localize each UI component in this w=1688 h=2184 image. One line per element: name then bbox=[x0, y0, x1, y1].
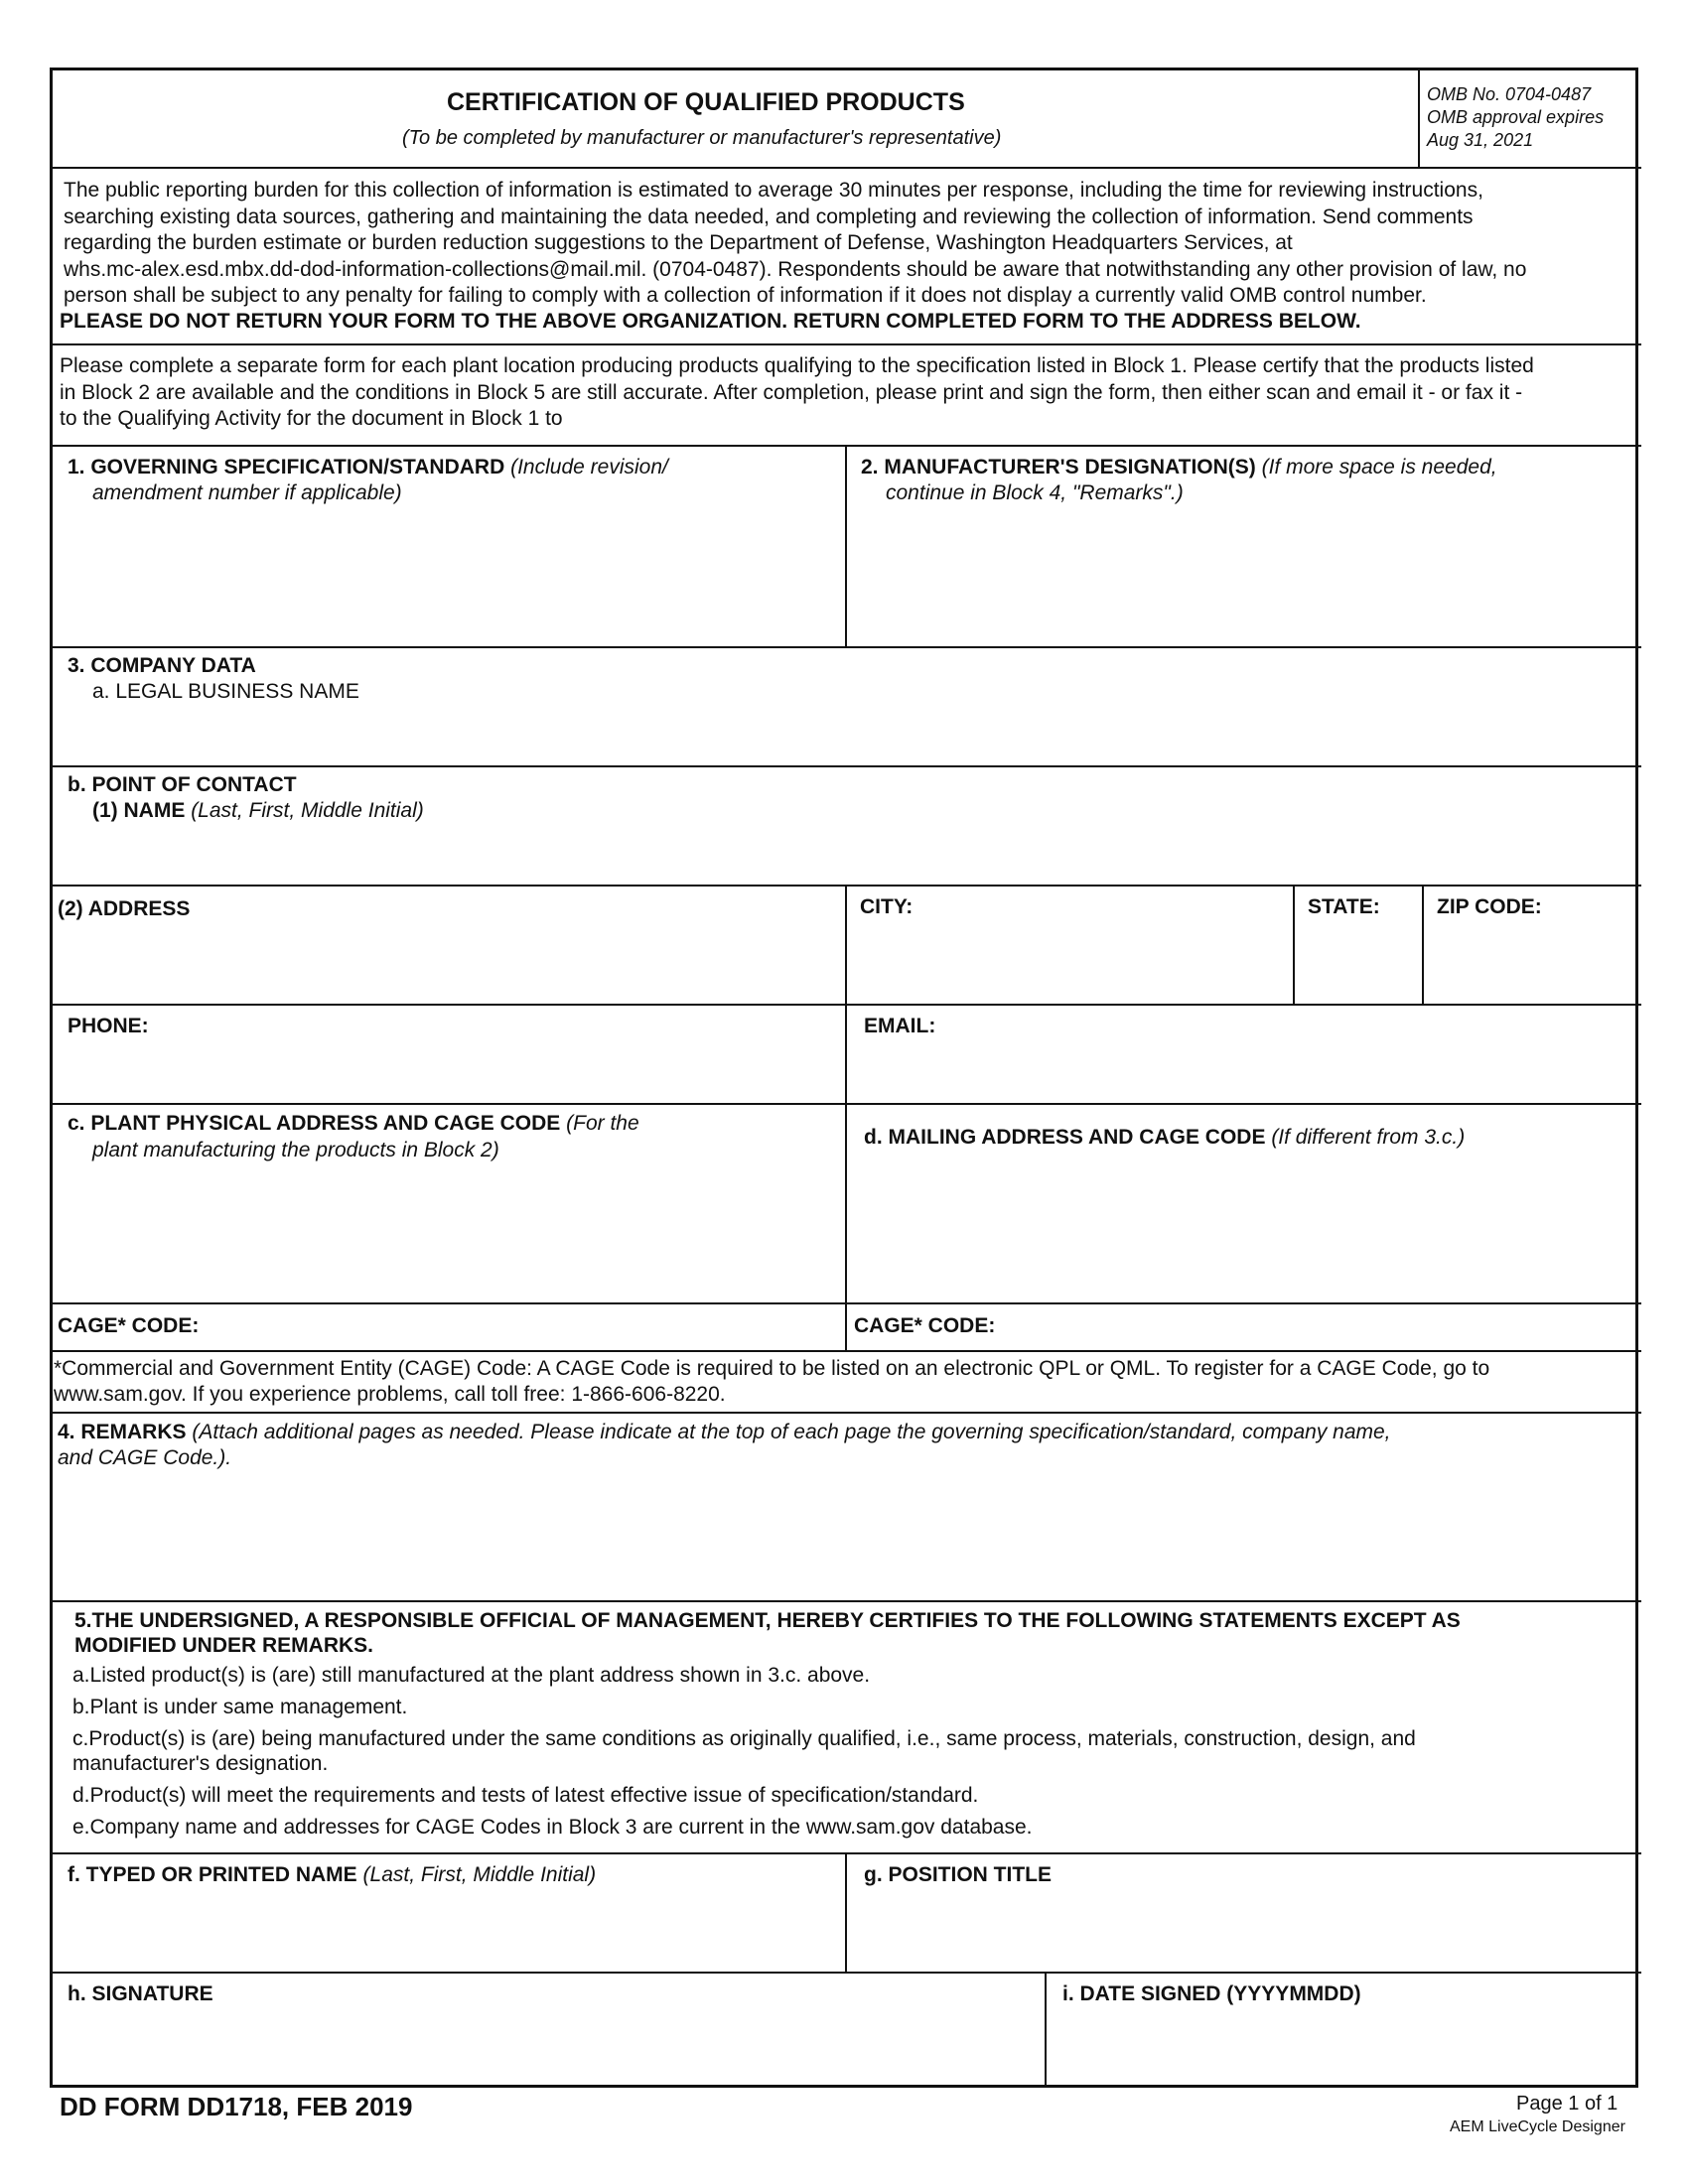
printed-name-field[interactable] bbox=[60, 1894, 834, 1966]
rule-city-divider bbox=[845, 885, 847, 1004]
block3a-label-row bbox=[92, 679, 359, 705]
block3-label: 3. COMPANY DATA bbox=[68, 654, 256, 677]
block3c-hint-line2: plant manufacturing the products in Block 2) bbox=[92, 1139, 499, 1161]
plant-address-field[interactable] bbox=[60, 1169, 834, 1297]
cage-note-line2: www.sam.gov. If you experience problems, call toll free: 1-866-606-8220. bbox=[54, 1383, 726, 1406]
block2-hint: (If more space is needed, bbox=[1261, 456, 1497, 478]
block3c-label: c. PLANT PHYSICAL ADDRESS AND CAGE CODE bbox=[68, 1112, 561, 1135]
block3a-label: LEGAL BUSINESS NAME bbox=[115, 680, 359, 703]
block5h-label: h. SIGNATURE bbox=[68, 1982, 213, 2005]
block5g-label: g. POSITION TITLE bbox=[864, 1863, 1052, 1886]
page-number: Page 1 of 1 bbox=[1516, 2093, 1618, 2115]
block3d-label: d. MAILING ADDRESS AND CAGE CODE bbox=[864, 1126, 1266, 1149]
rule-header-bottom bbox=[50, 167, 1641, 169]
block5i-label: i. DATE SIGNED (YYYYMMDD) bbox=[1062, 1982, 1361, 2005]
block3b1-hint: (Last, First, Middle Initial) bbox=[191, 799, 424, 822]
omb-expires-date: Aug 31, 2021 bbox=[1427, 130, 1534, 150]
city-label: CITY: bbox=[860, 895, 914, 918]
legal-business-name-field[interactable] bbox=[60, 707, 1628, 761]
block3a-prefix: a. bbox=[92, 680, 110, 703]
address-label: (2) ADDRESS bbox=[58, 897, 191, 920]
address-field[interactable] bbox=[60, 925, 834, 1000]
return-warning: PLEASE DO NOT RETURN YOUR FORM TO THE ABOVE ORGANIZATION. RETURN COMPLETED FORM TO THE ADDRESS BELOW. bbox=[60, 310, 1361, 333]
burden-line: The public reporting burden for this collection of information is estimated to average 30 minutes per response, including the time for reviewing instructions, bbox=[64, 179, 1483, 202]
zip-field[interactable] bbox=[1430, 925, 1628, 1000]
rule-block1-bottom bbox=[50, 646, 1641, 648]
rule-3c-divider bbox=[845, 1103, 847, 1350]
rule-signature-divider bbox=[1045, 1972, 1047, 2088]
block1-hint: (Include revision/ bbox=[510, 456, 668, 478]
form-identifier: DD FORM DD1718, FEB 2019 bbox=[60, 2092, 413, 2121]
block4-label: 4. REMARKS bbox=[58, 1421, 187, 1443]
block1-hint-line2: amendment number if applicable) bbox=[92, 481, 402, 504]
rule-cage-bottom bbox=[50, 1350, 1641, 1352]
burden-line: person shall be subject to any penalty for failing to comply with a collection of information if it does not display a currently valid OMB control number. bbox=[64, 284, 1427, 307]
mailing-cage-code-field[interactable] bbox=[1008, 1306, 1628, 1346]
rule-burden-bottom bbox=[50, 343, 1641, 345]
block5f-hint: (Last, First, Middle Initial) bbox=[362, 1863, 597, 1886]
instructions-line: in Block 2 are available and the conditions in Block 5 are still accurate. After completion, please print and sign the form, then either scan and email it - or fax it - bbox=[60, 380, 1523, 404]
block3d-label-row bbox=[864, 1125, 1465, 1151]
rule-name-bottom bbox=[50, 1972, 1641, 1974]
zip-label: ZIP CODE: bbox=[1437, 895, 1542, 918]
block5f-label-row bbox=[68, 1862, 596, 1888]
certify-heading-line2: MODIFIED UNDER REMARKS. bbox=[74, 1634, 374, 1657]
rule-zip-divider bbox=[1422, 885, 1424, 1004]
rule-cagenote-bottom bbox=[50, 1412, 1641, 1414]
block3b1-label: (1) NAME bbox=[92, 799, 186, 822]
block1-label: 1. GOVERNING SPECIFICATION/STANDARD bbox=[68, 456, 505, 478]
governing-specification-field[interactable] bbox=[60, 511, 834, 640]
designer-credit: AEM LiveCycle Designer bbox=[1450, 2118, 1625, 2135]
phone-field[interactable] bbox=[60, 1042, 834, 1097]
cage-note-line1: *Commercial and Government Entity (CAGE) Code: A CAGE Code is required to be listed on an electronic QPL or QML. To register for a CAGE Code, go to bbox=[54, 1357, 1490, 1380]
rule-phone-divider bbox=[845, 1004, 847, 1103]
email-field[interactable] bbox=[854, 1042, 1628, 1097]
burden-line: regarding the burden estimate or burden reduction suggestions to the Department of Defense, Washington Headquarters Services, at bbox=[64, 231, 1293, 254]
block2-hint-line2: continue in Block 4, "Remarks".) bbox=[886, 481, 1184, 504]
block4-label-row bbox=[58, 1420, 1391, 1445]
burden-statement bbox=[64, 178, 1526, 310]
city-field[interactable] bbox=[854, 925, 1286, 1000]
instructions-line: to the Qualifying Activity for the document in Block 1 to bbox=[60, 407, 563, 430]
state-label: STATE: bbox=[1308, 895, 1380, 918]
certify-item-b: b.Plant is under same management. bbox=[72, 1696, 408, 1718]
manufacturer-designation-field[interactable] bbox=[854, 511, 1628, 640]
block3c-label-row bbox=[68, 1111, 639, 1137]
mailing-address-field[interactable] bbox=[854, 1169, 1628, 1297]
certify-item-c-line2: manufacturer's designation. bbox=[72, 1752, 329, 1775]
remarks-field[interactable] bbox=[60, 1477, 1628, 1594]
omb-expires-label: OMB approval expires bbox=[1427, 107, 1605, 127]
certify-item-a: a.Listed product(s) is (are) still manufactured at the plant address shown in 3.c. above. bbox=[72, 1664, 871, 1687]
burden-line: whs.mc-alex.esd.mbx.dd-dod-information-collections@mail.mil. (0704-0487). Respondents should be aware that notwithstanding any other provision of law, no bbox=[64, 257, 1527, 281]
block4-hint-line2: and CAGE Code.). bbox=[58, 1446, 232, 1469]
block3b-label: b. POINT OF CONTACT bbox=[68, 773, 297, 796]
block3c-hint: (For the bbox=[566, 1112, 639, 1135]
phone-label: PHONE: bbox=[68, 1015, 149, 1037]
state-field[interactable] bbox=[1301, 925, 1415, 1000]
block3d-hint: (If different from 3.c.) bbox=[1271, 1126, 1466, 1149]
certify-item-d: d.Product(s) will meet the requirements and tests of latest effective issue of specification/standard. bbox=[72, 1784, 979, 1807]
omb-number: OMB No. 0704-0487 bbox=[1427, 84, 1592, 104]
certify-heading-line1: 5.THE UNDERSIGNED, A RESPONSIBLE OFFICIAL OF MANAGEMENT, HEREBY CERTIFIES TO THE FOLLOWING STATEMENTS EXCEPT AS bbox=[74, 1609, 1461, 1632]
rule-remarks-bottom bbox=[50, 1600, 1641, 1602]
poc-name-field[interactable] bbox=[60, 826, 1628, 881]
position-title-field[interactable] bbox=[854, 1894, 1628, 1966]
block2-label-row bbox=[861, 455, 1497, 480]
burden-line: searching existing data sources, gathering and maintaining the data needed, and completing and reviewing the collection of information. Send comments bbox=[64, 205, 1474, 228]
cage-code-right-label: CAGE* CODE: bbox=[854, 1314, 996, 1337]
block4-hint: (Attach additional pages as needed. Please indicate at the top of each page the governing specification/standard, company name, bbox=[192, 1421, 1391, 1443]
form-title: CERTIFICATION OF QUALIFIED PRODUCTS bbox=[447, 88, 965, 116]
signature-field[interactable] bbox=[60, 2013, 1038, 2083]
block5f-label: f. TYPED OR PRINTED NAME bbox=[68, 1863, 357, 1886]
rule-state-divider bbox=[1293, 885, 1295, 1004]
cage-code-left-label: CAGE* CODE: bbox=[58, 1314, 200, 1337]
rule-3a-bottom bbox=[50, 765, 1641, 767]
instructions bbox=[60, 353, 1534, 433]
block3b1-label-row bbox=[92, 798, 424, 824]
rule-block1-divider bbox=[845, 445, 847, 646]
rule-omb-divider bbox=[1418, 68, 1420, 167]
certify-item-e: e.Company name and addresses for CAGE Codes in Block 3 are current in the www.sam.gov database. bbox=[72, 1816, 1033, 1839]
block2-label: 2. MANUFACTURER'S DESIGNATION(S) bbox=[861, 456, 1256, 478]
block1-label-row bbox=[68, 455, 668, 480]
email-label: EMAIL: bbox=[864, 1015, 936, 1037]
rule-name-divider bbox=[845, 1852, 847, 1972]
form-subtitle: (To be completed by manufacturer or manufacturer's representative) bbox=[402, 127, 1002, 149]
certify-item-c-line1: c.Product(s) is (are) being manufactured under the same conditions as originally qualified, i.e., same process, materials, construction, design, and bbox=[72, 1727, 1416, 1750]
plant-cage-code-field[interactable] bbox=[213, 1306, 834, 1346]
instructions-line: Please complete a separate form for each plant location producing products qualifying to the specification listed in Block 1. Please certify that the products listed bbox=[60, 354, 1534, 377]
date-signed-field[interactable] bbox=[1055, 2013, 1628, 2083]
